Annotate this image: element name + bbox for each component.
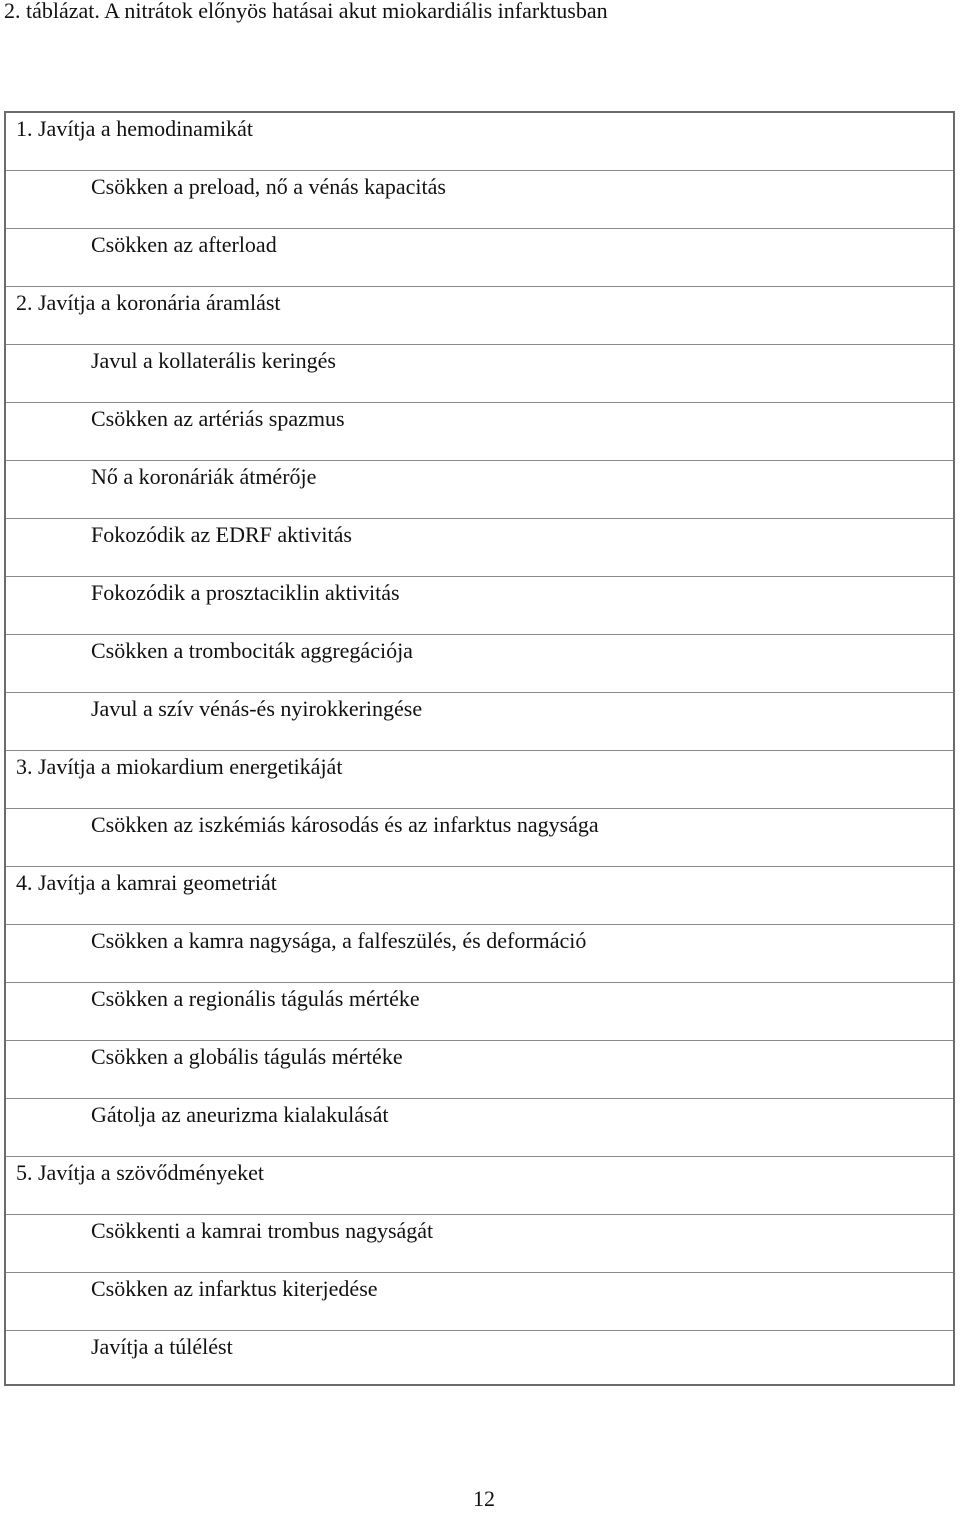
row-item-text: Javul a szív vénás-és nyirokkeringése [91,696,423,721]
table-row [6,1215,953,1273]
table-row [6,1041,953,1099]
table-row [6,1099,953,1157]
row-item-text: Csökken az infarktus kiterjedése [91,1276,378,1301]
row-item-text: Csökken az iszkémiás károsodás és az infarktus nagysága [91,812,599,837]
row-heading-text: 4. Javítja a kamrai geometriát [16,870,277,895]
table-row [6,113,953,171]
row-item-text: Csökken a globális tágulás mértéke [91,1044,403,1069]
row-item-text: Csökken a regionális tágulás mértéke [91,986,420,1011]
table-row [6,1331,953,1408]
table-row [6,635,953,693]
table-row [6,751,953,809]
table-row [6,925,953,983]
table-row [6,403,953,461]
table-row [6,171,953,229]
row-item-text: Gátolja az aneurizma kialakulását [91,1102,389,1127]
row-item-text: Csökken a kamra nagysága, a falfeszülés, és deformáció [91,928,587,953]
table-row [6,867,953,925]
table-caption: 2. táblázat. A nitrátok előnyös hatásai akut miokardiális infarktusban [4,0,608,23]
table-row [6,345,953,403]
row-item-text: Nő a koronáriák átmérője [91,464,317,489]
table-row [6,461,953,519]
row-item-text: Csökken a trombociták aggregációja [91,638,413,663]
row-heading-text: 3. Javítja a miokardium energetikáját [16,754,343,779]
row-item-text: Javítja a túlélést [91,1334,233,1359]
row-heading-text: 1. Javítja a hemodinamikát [16,116,254,141]
row-item-text: Csökkenti a kamrai trombus nagyságát [91,1218,434,1243]
row-heading-text: 2. Javítja a koronária áramlást [16,290,281,315]
row-item-text: Javul a kollaterális keringés [91,348,336,373]
row-item-text: Csökken a preload, nő a vénás kapacitás [91,174,446,199]
row-item-text: Csökken az artériás spazmus [91,406,345,431]
table-row [6,519,953,577]
page-number: 12 [473,1486,495,1511]
row-heading-text: 5. Javítja a szövődményeket [16,1160,265,1185]
table-row [6,1273,953,1331]
table-row [6,693,953,751]
row-item-text: Csökken az afterload [91,232,277,257]
row-item-text: Fokozódik a prosztaciklin aktivitás [91,580,400,605]
row-item-text: Fokozódik az EDRF aktivitás [91,522,352,547]
benefits-table [4,111,955,1386]
table-row [6,577,953,635]
table-row [6,1157,953,1215]
table-row [6,983,953,1041]
table-row [6,809,953,867]
table-row [6,287,953,345]
table-row [6,229,953,287]
